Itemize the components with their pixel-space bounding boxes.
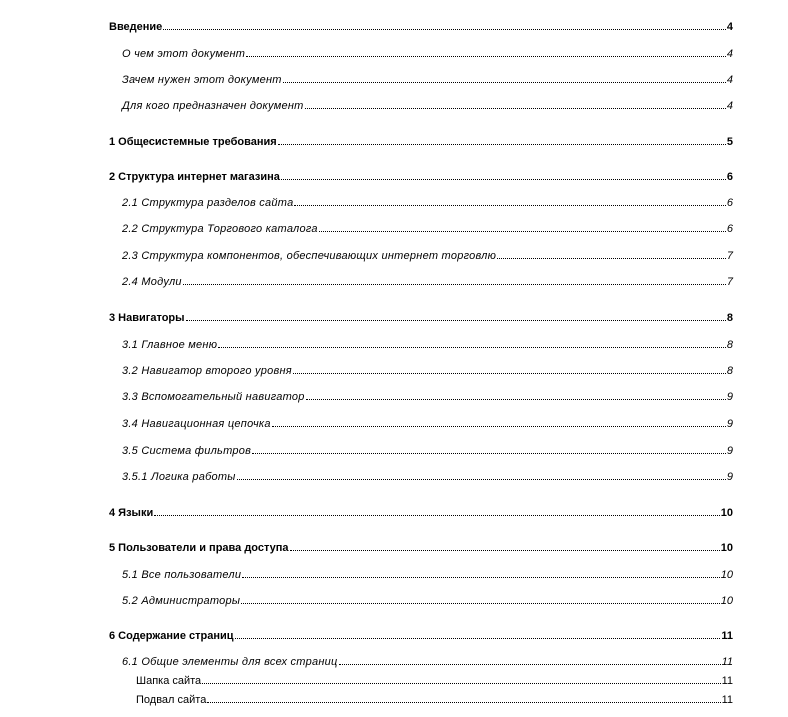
toc-entry-auxiliary-nav[interactable] [122, 390, 733, 404]
toc-entry-filter-system[interactable] [122, 444, 733, 458]
toc-entry-navigators[interactable] [109, 311, 733, 325]
toc-entry-site-header[interactable] [136, 674, 733, 688]
toc-entry-label: О чем этот документ [122, 48, 246, 60]
toc-entry-main-menu[interactable] [122, 338, 733, 352]
toc-entry-label: 3.5 Система фильтров [122, 445, 252, 457]
toc-entry-label: 3 Навигаторы [109, 312, 185, 324]
toc-entry-catalog-structure[interactable] [122, 222, 733, 236]
toc-entry-label: 2.4 Модули [122, 276, 182, 288]
toc-entry-site-footer[interactable] [136, 693, 733, 707]
toc-page-number: 10 [720, 569, 733, 581]
toc-leader-dots [290, 549, 720, 551]
toc-leader-dots [235, 637, 721, 639]
toc-entry-audience[interactable] [122, 99, 733, 113]
toc-leader-dots [278, 143, 726, 145]
toc-entry-label: 3.4 Навигационная цепочка [122, 418, 271, 430]
toc-leader-dots [306, 398, 726, 400]
toc-page-number: 8 [726, 339, 733, 351]
toc-page-number: 11 [721, 694, 733, 706]
toc-entry-system-requirements[interactable] [109, 135, 733, 149]
toc-page-number: 5 [726, 136, 733, 148]
toc-page-number: 9 [726, 445, 733, 457]
toc-entry-label: 5.1 Все пользователи [122, 569, 242, 581]
toc-leader-dots [183, 283, 726, 285]
toc-entry-introduction[interactable] [109, 20, 733, 34]
toc-page-number: 9 [726, 418, 733, 430]
toc-leader-dots [207, 701, 720, 703]
toc-leader-dots [237, 478, 726, 480]
toc-entry-label: 2 Структура интернет магазина [109, 171, 280, 183]
toc-page-number: 11 [721, 675, 733, 687]
toc-entry-label: 3.3 Вспомогательный навигатор [122, 391, 305, 403]
toc-entry-label: 3.1 Главное меню [122, 339, 218, 351]
toc-leader-dots [241, 602, 720, 604]
toc-leader-dots [305, 107, 726, 109]
toc-entry-about-document[interactable] [122, 47, 733, 61]
toc-entry-all-users[interactable] [122, 568, 733, 582]
toc-entry-label: 2.1 Структура разделов сайта [122, 197, 294, 209]
toc-page-number: 8 [726, 312, 733, 324]
toc-page-number: 11 [721, 656, 733, 668]
toc-page-number: 6 [726, 171, 733, 183]
toc-entry-label: 6.1 Общие элементы для всех страниц [122, 656, 338, 668]
toc-leader-dots [163, 28, 726, 30]
toc-entry-label: 5 Пользователи и права доступа [109, 542, 289, 554]
toc-page-number: 4 [726, 21, 733, 33]
toc-page-number: 7 [726, 276, 733, 288]
toc-entry-label: 4 Языки [109, 507, 154, 519]
toc-page-number: 8 [726, 365, 733, 377]
toc-entry-site-sections[interactable] [122, 196, 733, 210]
toc-leader-dots [186, 319, 726, 321]
toc-leader-dots [283, 81, 726, 83]
toc-entry-label: Введение [109, 21, 163, 33]
toc-page-number: 10 [720, 595, 733, 607]
toc-entry-modules[interactable] [122, 275, 733, 289]
toc-entry-store-structure[interactable] [109, 170, 733, 184]
toc-page-number: 11 [721, 630, 733, 642]
toc-entry-work-logic[interactable] [122, 470, 733, 484]
toc-page-number: 9 [726, 471, 733, 483]
toc-entry-components-structure[interactable] [122, 249, 733, 263]
toc-entry-second-level-nav[interactable] [122, 364, 733, 378]
toc-entry-label: Зачем нужен этот документ [122, 74, 282, 86]
toc-entry-label: Для кого предназначен документ [122, 100, 304, 112]
toc-page-number: 6 [726, 197, 733, 209]
toc-entry-label: 6 Содержание страниц [109, 630, 234, 642]
toc-entry-label: Подвал сайта [136, 694, 207, 706]
toc-entry-breadcrumb[interactable] [122, 417, 733, 431]
toc-leader-dots [319, 230, 726, 232]
toc-leader-dots [242, 576, 720, 578]
toc-entry-users-access[interactable] [109, 541, 733, 555]
toc-page-number: 4 [726, 100, 733, 112]
toc-page-number: 6 [726, 223, 733, 235]
toc-entry-label: 5.2 Администраторы [122, 595, 241, 607]
toc-leader-dots [252, 452, 726, 454]
toc-entry-label: 3.5.1 Логика работы [122, 471, 236, 483]
toc-entry-page-content[interactable] [109, 629, 733, 643]
toc-page-number: 4 [726, 74, 733, 86]
toc-entry-label: 3.2 Навигатор второго уровня [122, 365, 292, 377]
toc-leader-dots [202, 682, 720, 684]
toc-leader-dots [294, 204, 725, 206]
toc-entry-label: 2.3 Структура компонентов, обеспечивающих интернет торговлю [122, 250, 497, 262]
toc-leader-dots [497, 257, 726, 259]
toc-leader-dots [154, 514, 720, 516]
toc-leader-dots [339, 663, 721, 665]
toc-page-number: 4 [726, 48, 733, 60]
toc-page-number: 10 [720, 542, 733, 554]
toc-leader-dots [293, 372, 726, 374]
toc-page-number: 9 [726, 391, 733, 403]
toc-entry-why-document[interactable] [122, 73, 733, 87]
toc-page-number: 7 [726, 250, 733, 262]
toc-leader-dots [272, 425, 726, 427]
toc-entry-languages[interactable] [109, 506, 733, 520]
toc-entry-administrators[interactable] [122, 594, 733, 608]
toc-entry-label: 2.2 Структура Торгового каталога [122, 223, 318, 235]
toc-entry-label: Шапка сайта [136, 675, 202, 687]
toc-entry-label: 1 Общесистемные требования [109, 136, 277, 148]
toc-page-number: 10 [720, 507, 733, 519]
toc-leader-dots [218, 346, 726, 348]
toc-leader-dots [281, 178, 726, 180]
toc-leader-dots [246, 55, 726, 57]
toc-entry-common-elements[interactable] [122, 655, 733, 669]
